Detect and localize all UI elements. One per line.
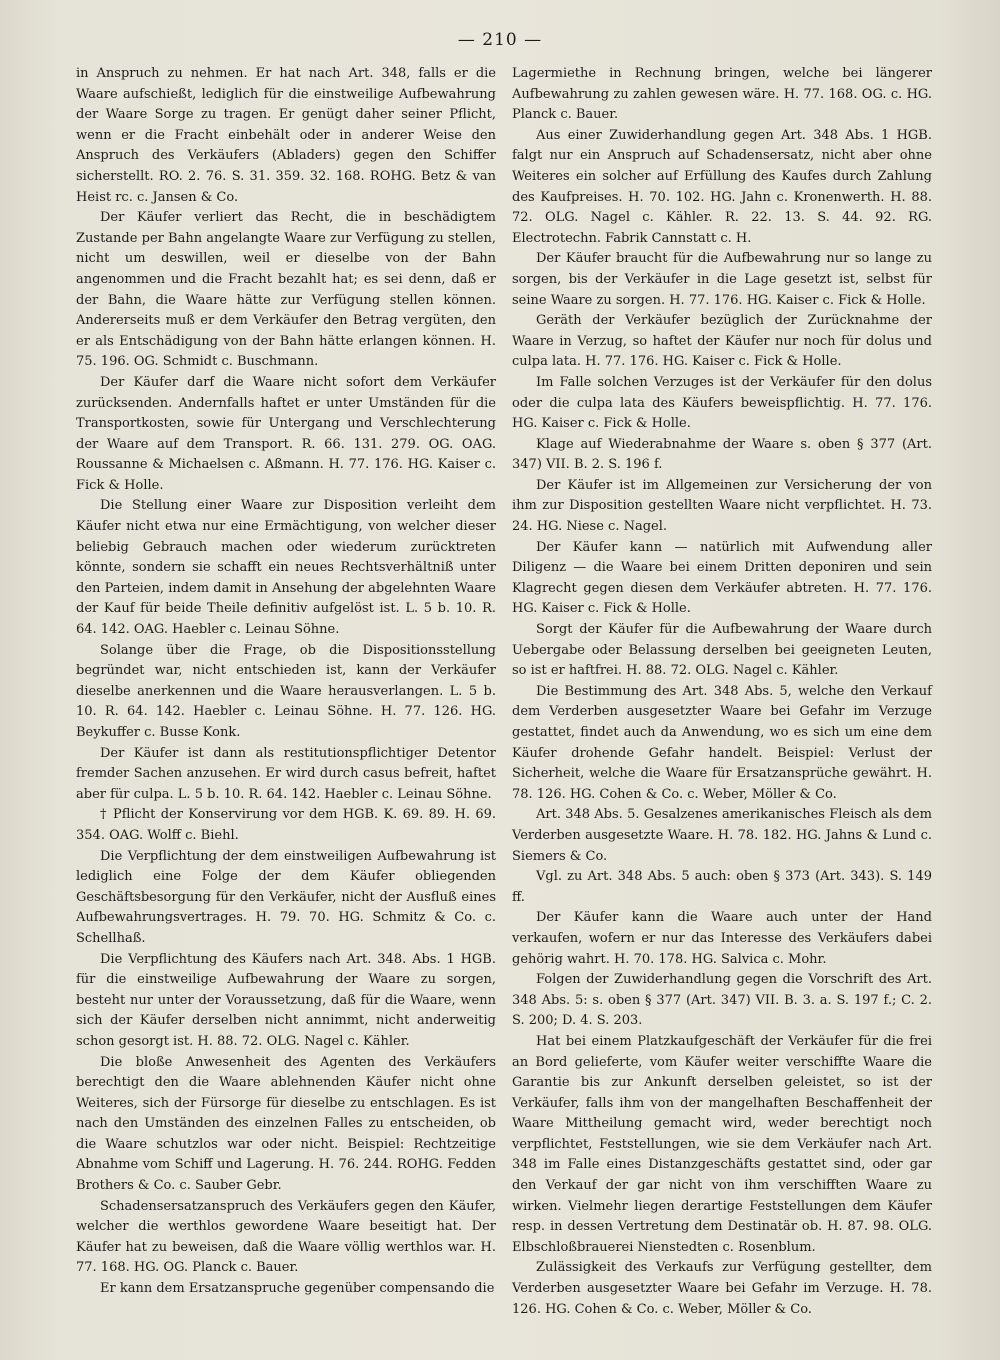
paragraph: † Pflicht der Konservirung vor dem HGB. K. 69. 89. H. 69. 354. OAG. Wolff c. Biehl.: [76, 807, 496, 843]
paragraph: Vgl. zu Art. 348 Abs. 5 auch: oben § 373 (Art. 343). S. 149 ff.: [512, 869, 932, 905]
paragraph: Die Verpflichtung der dem einstweiligen Aufbewahrung ist lediglich eine Folge der dem Käufer obliegenden Geschäftsbesorgung für den Verkäufer, nicht der Ausfluß eines Aufbewahrungsvertrages. H. 79. 70. HG. Schmitz & Co. c. Schellhaß.: [76, 848, 496, 946]
paragraph: Solange über die Frage, ob die Dispositionsstellung begründet war, nicht entschieden ist, kann der Verkäufer dieselbe anerkennen und die Waare herausverlangen. L. 5 b. 10. R. 64. 142. Haebler c. Leinau Söhne. H. 77. 126. HG. Beykuffer c. Busse Konk.: [76, 642, 496, 740]
paragraph: Der Käufer ist im Allgemeinen zur Versicherung der von ihm zur Disposition gestellten Waare nicht verpflichtet. H. 73. 24. HG. Niese c. Nagel.: [512, 477, 932, 535]
paragraph: Geräth der Verkäufer bezüglich der Zurücknahme der Waare in Verzug, so haftet der Käufer nur noch für dolus und culpa lata. H. 77. 176. HG. Kaiser c. Fick & Holle.: [512, 313, 932, 370]
paragraph: Der Käufer darf die Waare nicht sofort dem Verkäufer zurücksenden. Andernfalls haftet er unter Umständen für die Transportkosten, sowie für Untergang und Verschlechterung der Waare auf dem Transport. R. 66. 131. 279. OG. OAG. Roussanne & Michaelsen c. Aßmann. H. 77. 176. HG. Kaiser c. Fick & Holle.: [76, 374, 496, 493]
paragraph: Klage auf Wiederabnahme der Waare s. oben § 377 (Art. 347) VII. B. 2. S. 196 f.: [512, 436, 932, 473]
paragraph: Zulässigkeit des Verkaufs zur Verfügung gestellter, dem Verderben ausgesetzter Waare bei Gefahr im Verzuge. H. 78. 126. HG. Cohen & Co. c. Weber, Möller & Co.: [512, 1260, 932, 1317]
paragraph: Der Käufer braucht für die Aufbewahrung nur so lange zu sorgen, bis der Verkäufer in die Lage gesetzt ist, selbst für seine Waare zu sorgen. H. 77. 176. HG. Kaiser c. Fick & Holle.: [512, 251, 932, 308]
paragraph: Er kann dem Ersatzanspruche gegenüber compensando die: [100, 1281, 495, 1297]
paragraph: Der Käufer kann — natürlich mit Aufwendung aller Diligenz — die Waare bei einem Dritten deponiren und sein Klagrecht gegen diesen dem Verkäufer abtreten. H. 77. 176. HG. Kaiser c. Fick & Holle.: [512, 539, 932, 617]
paragraph: Schadensersatzanspruch des Verkäufers gegen den Käufer, welcher die werthlos gewordene Waare beseitigt hat. Der Käufer hat zu beweisen, daß die Waare völlig werthlos war. H. 77. 168. HG. OG. Planck c. Bauer.: [76, 1198, 496, 1276]
paragraph: Die bloße Anwesenheit des Agenten des Verkäufers berechtigt den die Waare ablehnenden Käufer nicht ohne Weiteres, sich der Fürsorge für dieselbe zu entschlagen. Es ist nach den Umständen des einzelnen Falles zu entscheiden, ob die Waare schutzlos war oder nicht. Beispiel: Rechtzeitige Abnahme vom Schiff und Lagerung. H. 76. 244. ROHG. Fedden Brothers & Co. c. Sauber Gebr.: [76, 1054, 496, 1194]
paragraph: Im Falle solchen Verzuges ist der Verkäufer für den dolus oder die culpa lata des Käufers beweispflichtig. H. 77. 176. HG. Kaiser c. Fick & Holle.: [512, 374, 932, 432]
paragraph: Die Stellung einer Waare zur Disposition verleiht dem Käufer nicht etwa nur eine Ermächtigung, von welcher dieser beliebig Gebrauch machen oder wiederum zurücktreten könnte, sondern sie schafft ein neues Rechtsverhältniß unter den Parteien, indem damit in Ansehung der abgelehnten Waare der Kauf für beide Theile definitiv aufgelöst ist. L. 5 b. 10. R. 64. 142. OAG. Haebler c. Leinau Söhne.: [76, 498, 496, 638]
paragraph: in Anspruch zu nehmen. Er hat nach Art. 348, falls er die Waare aufschießt, lediglich für die einstweilige Aufbewahrung der Waare Sorge zu tragen. Er genügt daher seiner Pflicht, wenn er die Fracht einbehält oder in anderer Weise den Anspruch des Verkäufers (Abladers) gegen den Schiffer sicherstellt. RO. 2. 76. S. 31. 359. 32. 168. ROHG. Betz & van Heist rc. c. Jansen & Co.: [76, 66, 496, 205]
paragraph: Die Bestimmung des Art. 348 Abs. 5, welche den Verkauf dem Verderben ausgesetzter Waare bei Gefahr im Verzuge gestattet, findet auch da Anwendung, wo es sich um eine dem Käufer drohende Gefahr handelt. Beispiel: Verlust der Sicherheit, welche die Waare für Ersatzansprüche gewährt. H. 78. 126. HG. Cohen & Co. c. Weber, Möller & Co.: [512, 683, 932, 802]
paragraph: Der Käufer kann die Waare auch unter der Hand verkaufen, wofern er nur das Interesse des Verkäufers dabei gehörig wahrt. H. 70. 178. HG. Salvica c. Mohr.: [512, 910, 932, 967]
paragraph: Folgen der Zuwiderhandlung gegen die Vorschrift des Art. 348 Abs. 5: s. oben § 377 (Art. 347) VII. B. 3. a. S. 197 f.; C. 2. S. 200; D. 4. S. 203.: [512, 972, 932, 1029]
left-text-column: [76, 64, 496, 1300]
paragraph: Sorgt der Käufer für die Aufbewahrung der Waare durch Uebergabe oder Belassung derselben bei geeigneten Leuten, so ist er haftfrei. H. 88. 72. OLG. Nagel c. Kähler.: [512, 622, 932, 679]
paragraph: Aus einer Zuwiderhandlung gegen Art. 348 Abs. 1 HGB. falgt nur ein Anspruch auf Schadensersatz, nicht aber ohne Weiteres ein solcher auf Erfüllung des Kaufes durch Zahlung des Kaufpreises. H. 70. 102. HG. Jahn c. Kronenwerth. H. 88. 72. OLG. Nagel c. Kähler. R. 22. 13. S. 44. 92. RG. Electrotechn. Fabrik Cannstatt c. H.: [512, 127, 932, 246]
paragraph: Der Käufer ist dann als restitutionspflichtiger Detentor fremder Sachen anzusehen. Er wird durch casus befreit, haftet aber für culpa. L. 5 b. 10. R. 64. 142. Haebler c. Leinau Söhne.: [76, 745, 496, 802]
paragraph: Lagermiethe in Rechnung bringen, welche bei längerer Aufbewahrung zu zahlen gewesen wäre. H. 77. 168. OG. c. HG. Planck c. Bauer.: [512, 66, 932, 123]
paragraph: Art. 348 Abs. 5. Gesalzenes amerikanisches Fleisch als dem Verderben ausgesetzte Waare. H. 78. 182. HG. Jahns & Lund c. Siemers & Co.: [512, 807, 932, 864]
paragraph: Der Käufer verliert das Recht, die in beschädigtem Zustande per Bahn angelangte Waare zur Verfügung zu stellen, nicht um deswillen, weil er dieselbe von der Bahn angenommen und die Fracht bezahlt hat; es sei denn, daß er der Bahn, die Waare hätte zur Verfügung stellen können. Andererseits muß er dem Verkäufer den Betrag vergüten, den er als Entschädigung von der Bahn hätte erlangen können. H. 75. 196. OG. Schmidt c. Buschmann.: [76, 210, 496, 370]
paragraph: Die Verpflichtung des Käufers nach Art. 348. Abs. 1 HGB. für die einstweilige Aufbewahrung der Waare zu sorgen, besteht nur unter der Voraussetzung, daß für die Waare, wenn sich der Käufer derselben nicht annimmt, nicht anderweitig schon gesorgt ist. H. 88. 72. OLG. Nagel c. Kähler.: [76, 951, 496, 1049]
paragraph: Hat bei einem Platzkaufgeschäft der Verkäufer für die frei an Bord gelieferte, vom Käufer weiter verschiffte Waare die Garantie bis zur Ankunft derselben geleistet, so ist der Verkäufer, falls ihm von der mangelhaften Beschaffenheit der Waare Mittheilung gemacht wird, weder berechtigt noch verpflichtet, Feststellungen, wie sie dem Verkäufer nach Art. 348 im Falle eines Distanzgeschäfts gestattet sind, oder gar den Verkauf der gar nicht von ihm verschifften Waare zu wirken. Vielmehr liegen derartige Feststellungen dem Käufer resp. in dessen Vertretung dem Destinatär ob. H. 87. 98. OLG. Elbschloßbrauerei Nienstedten c. Rosenblum.: [512, 1033, 932, 1255]
right-text-column: [512, 64, 932, 1320]
page-number: — 210 —: [457, 30, 543, 50]
